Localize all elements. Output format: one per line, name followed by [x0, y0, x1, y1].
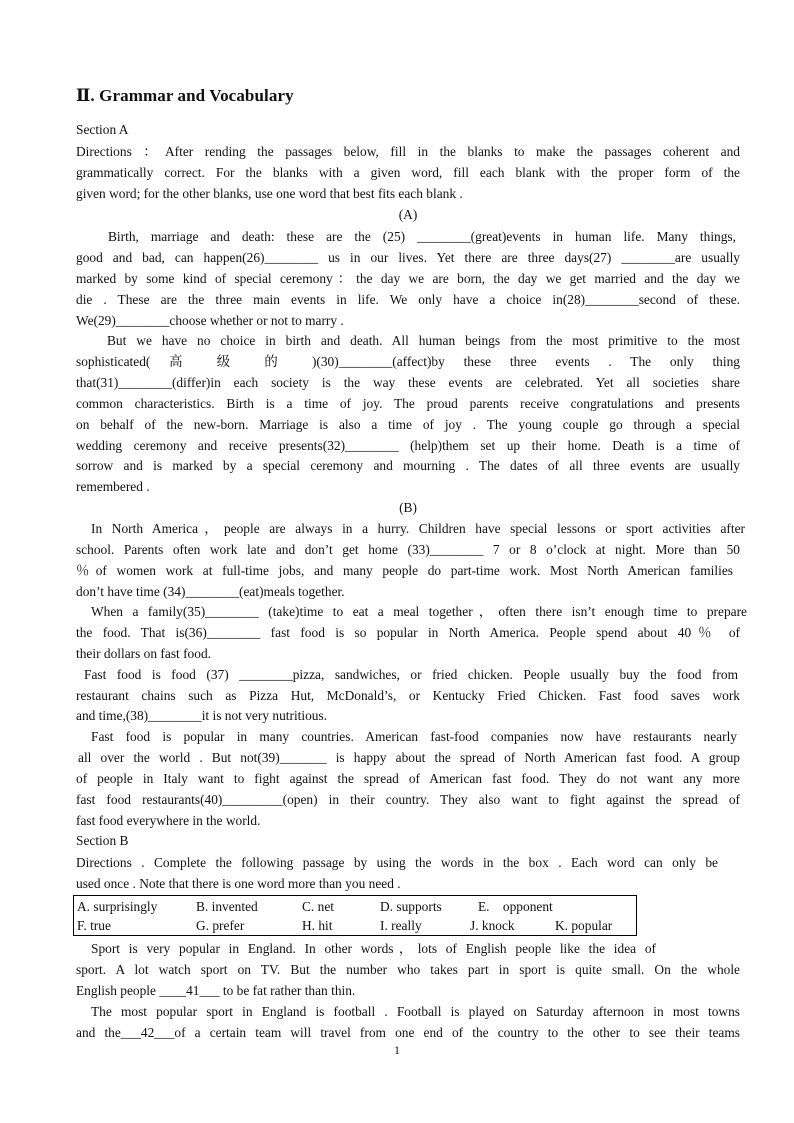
passage-a-line: die . These are the three main events in life. We only have a choice in(28)________second of these.	[76, 292, 740, 307]
passage-a-line: We(29)________choose whether or not to marry .	[76, 313, 344, 328]
passage-b-line: and time,(38)________it is not very nutritious.	[76, 708, 328, 723]
passage-b-line: fast food restaurants(40)_________(open) in their country. They also want to fight against the spread of	[76, 792, 740, 807]
passage-b-line: don’t have time (34)________(eat)meals together.	[76, 584, 345, 599]
passage-a-line: sophisticated( 高 级 的 )(30)________(affect)by these three events . The only thing	[76, 354, 740, 369]
passage-b-line: Fast food is popular in many countries. American fast-food companies now have restaurants nearly	[91, 729, 737, 744]
passage-a-line: But we have no choice in birth and death. All human beings from the most primitive to the most	[107, 333, 740, 348]
passage-b-line: all over the world . But not(39)_______ is happy about the spread of North American fast food. A group	[78, 750, 740, 765]
page-number: 1	[394, 1043, 400, 1057]
passage-b-label: (B)	[399, 500, 417, 515]
word-option: H. hit	[302, 918, 333, 933]
directions-line: grammatically correct. For the blanks with a given word, fill each blank with the proper form of the	[76, 165, 740, 180]
directions-line: given word; for the other blanks, use one word that best fits each blank .	[76, 186, 463, 201]
passage-a-line: wedding ceremony and receive presents(32)________ (help)them set up their home. Death is a time of	[76, 438, 740, 453]
passage-a-label: (A)	[398, 207, 418, 222]
passage-a-line: common characteristics. Birth is a time of joy. The proud parents receive congratulations and presents	[76, 396, 740, 411]
section-b-line: English people ____41___ to be fat rather than thin.	[76, 983, 356, 998]
passage-b-line: In North America，people are always in a hurry. Children have special lessons or sport activities after	[91, 521, 745, 536]
section-heading: Ⅱ. Grammar and Vocabulary	[76, 86, 294, 105]
passage-a-line: good and bad, can happen(26)________ us in our lives. Yet there are three days(27) ________are usually	[76, 250, 740, 265]
passage-a-line: marked by some kind of special ceremony：the day we are born, the day we get married and the day we	[76, 271, 740, 286]
word-option: G. prefer	[196, 918, 245, 933]
word-option: J. knock	[470, 918, 515, 933]
passage-b-line: Fast food is food (37) ________pizza, sandwiches, or fried chicken. People usually buy the food from	[84, 667, 738, 682]
passage-b-line: the food. That is(36)________ fast food is so popular in North America. People spend about 40％ of	[76, 625, 740, 640]
passage-b-line: their dollars on fast food.	[76, 646, 211, 661]
directions-line: used once . Note that there is one word more than you need .	[76, 876, 401, 891]
word-option: F. true	[77, 918, 111, 933]
section-b-line: The most popular sport in England is football . Football is played on Saturday afternoon in most towns	[91, 1004, 740, 1019]
word-option: C. net	[302, 899, 334, 914]
passage-a-line: that(31)________(differ)in each society is the way these events are celebrated. Yet all societies share	[76, 375, 740, 390]
passage-b-line: school. Parents often work late and don’t get home (33)________ 7 or 8 o’clock at night. More than 50	[76, 542, 740, 557]
passage-b-line: ％of women work at full-time jobs, and many people do part-time work. Most North American families	[76, 563, 733, 578]
passage-a-line: Birth, marriage and death: these are the (25) ________(great)events in human life. Many things,	[108, 229, 736, 244]
word-option: K. popular	[555, 918, 613, 933]
word-option: I. really	[380, 918, 422, 933]
section-b-title: Section B	[76, 833, 129, 848]
word-option: B. invented	[196, 899, 258, 914]
passage-b-line: When a family(35)________ (take)time to eat a meal together，often there isn’t enough time to prepare	[91, 604, 747, 619]
passage-b-line: of people in Italy want to fight against the spread of American fast food. They do not want any more	[76, 771, 740, 786]
passage-b-line: fast food everywhere in the world.	[76, 813, 261, 828]
passage-b-line: restaurant chains such as Pizza Hut, McDonald’s, or Kentucky Fried Chicken. Fast food saves work	[76, 688, 740, 703]
section-b-line: Sport is very popular in England. In other words，lots of English people like the idea of	[91, 941, 656, 956]
word-box	[73, 895, 637, 936]
word-option: E. opponent	[478, 899, 553, 914]
passage-a-line: remembered .	[76, 479, 150, 494]
section-a-title: Section A	[76, 122, 129, 137]
passage-a-line: on behalf of the new-born. Marriage is also a time of joy . The young couple go through a special	[76, 417, 740, 432]
section-b-line: sport. A lot watch sport on TV. But the number who takes part in sport is quite small. On the whole	[76, 962, 740, 977]
word-option: A. surprisingly	[77, 899, 158, 914]
directions-line: Directions . Complete the following passage by using the words in the box . Each word can only be	[76, 855, 718, 870]
section-b-line: and the___42___of a certain team will travel from one end of the country to the other to see their teams	[76, 1025, 740, 1040]
word-option: D. supports	[380, 899, 442, 914]
passage-a-line: sorrow and is marked by a special ceremony and mourning . The dates of all three events are usually	[76, 458, 740, 473]
directions-line: Directions ：After rending the passages below, fill in the blanks to make the passages coherent and	[76, 144, 740, 159]
